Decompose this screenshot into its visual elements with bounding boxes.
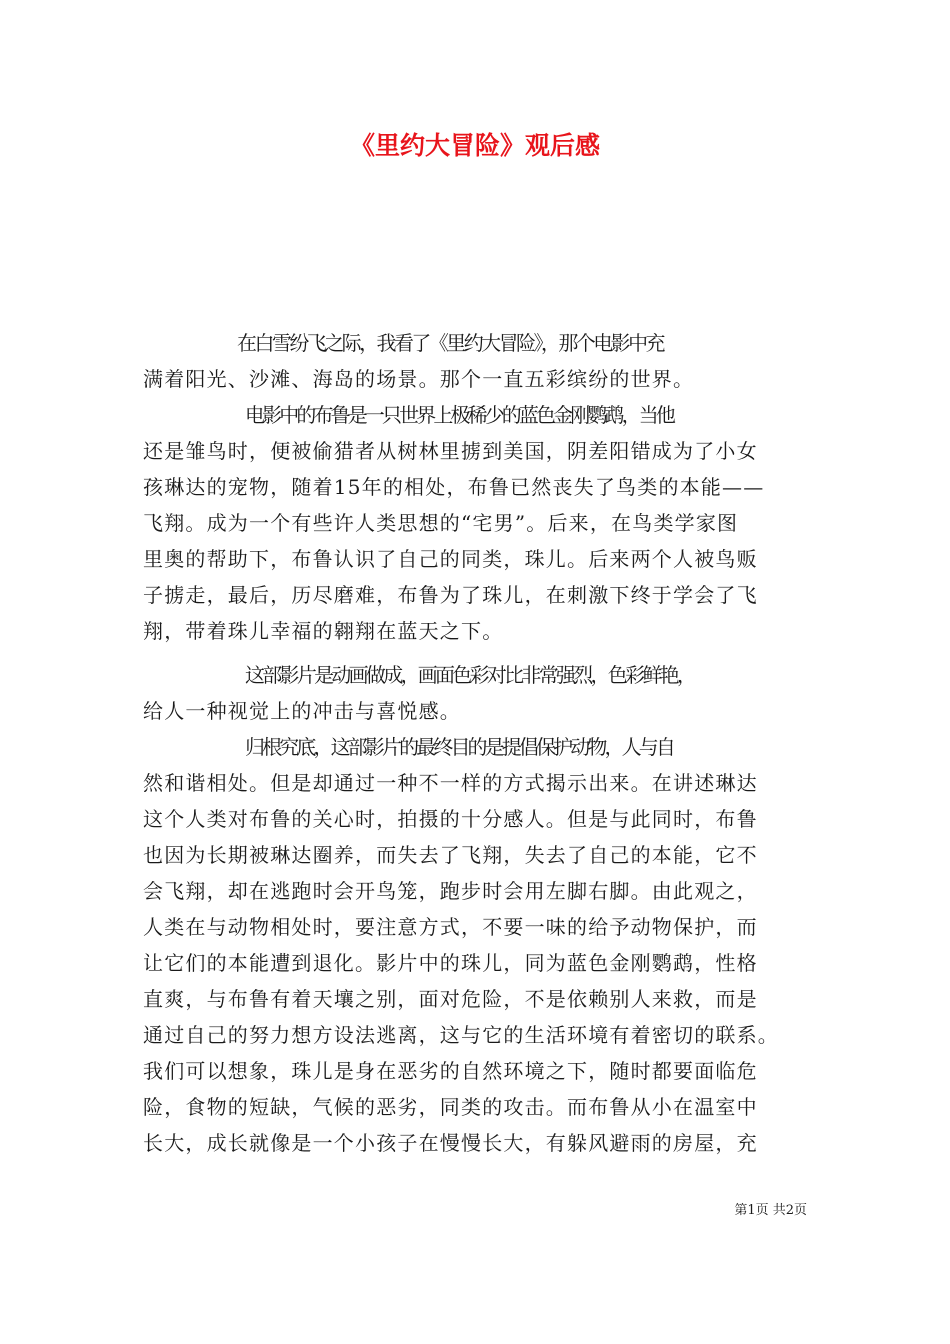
text-line: 里奥的帮助下，布鲁认识了自己的同类，珠儿。后来两个人被鸟贩 [143,547,758,571]
text-line: 然和谐相处。但是却通过一种不一样的方式揭示出来。在讲述琳达 [143,771,758,795]
text-line: 子掳走，最后，历尽磨难，布鲁为了珠儿，在刺激下终于学会了飞 [143,583,758,607]
text-line: 也因为长期被琳达圈养，而失去了飞翔，失去了自己的本能，它不 [143,843,758,867]
text-line: 翔，带着珠儿幸福的翱翔在蓝天之下。 [143,619,504,643]
text-line: 人类在与动物相处时，要注意方式，不要一味的给予动物保护，而 [143,915,758,939]
text-line: 长大，成长就像是一个小孩子在慢慢长大，有躲风避雨的房屋，充 [143,1131,758,1155]
text-line: 险，食物的短缺，气候的恶劣，同类的攻击。而布鲁从小在温室中 [143,1095,758,1119]
text-line: 直爽，与布鲁有着天壤之别，面对危险，不是依赖别人来救，而是 [143,987,758,1011]
text-line: 飞翔。成为一个有些许人类思想的“宅男”。后来，在鸟类学家图 [143,511,739,535]
text-line: 让它们的本能遭到退化。影片中的珠儿，同为蓝色金刚鹦鹉，性格 [143,951,758,975]
text-line: 电影中的布鲁是一只世界上极稀少的蓝色金刚鹦鹉，当他 [245,403,673,427]
text-line: 通过自己的努力想方设法逃离，这与它的生活环境有着密切的联系。 [143,1023,779,1047]
text-line: 还是雏鸟时，便被偷猎者从树林里掳到美国，阴差阳错成为了小女 [143,439,758,463]
text-line: 会飞翔，却在逃跑时会开鸟笼，跑步时会用左脚右脚。由此观之， [143,879,758,903]
text-line: 这部影片是动画做成，画面色彩对比非常强烈，色彩鲜艳， [245,663,695,687]
page-number: 第1页 共2页 [734,1203,807,1218]
text-line: 给人一种视觉上的冲击与喜悦感。 [143,699,461,723]
text-line: 我们可以想象，珠儿是身在恶劣的自然环境之下，随时都要面临危 [143,1059,758,1083]
text-line: 这个人类对布鲁的关心时，拍摄的十分感人。但是与此同时，布鲁 [143,807,758,831]
text-line: 归根究底，这部影片的最终目的是提倡保护动物，人与自 [245,735,673,759]
text-line: 在白雪纷飞之际，我看了《里约大冒险》，那个电影中充 [237,331,663,355]
document-title: 《里约大冒险》观后感 [349,131,600,160]
text-line: 满着阳光、沙滩、海岛的场景。那个一直五彩缤纷的世界。 [143,367,695,391]
text-line: 孩琳达的宠物，随着15年的相处，布鲁已然丧失了鸟类的本能—— [143,475,765,499]
